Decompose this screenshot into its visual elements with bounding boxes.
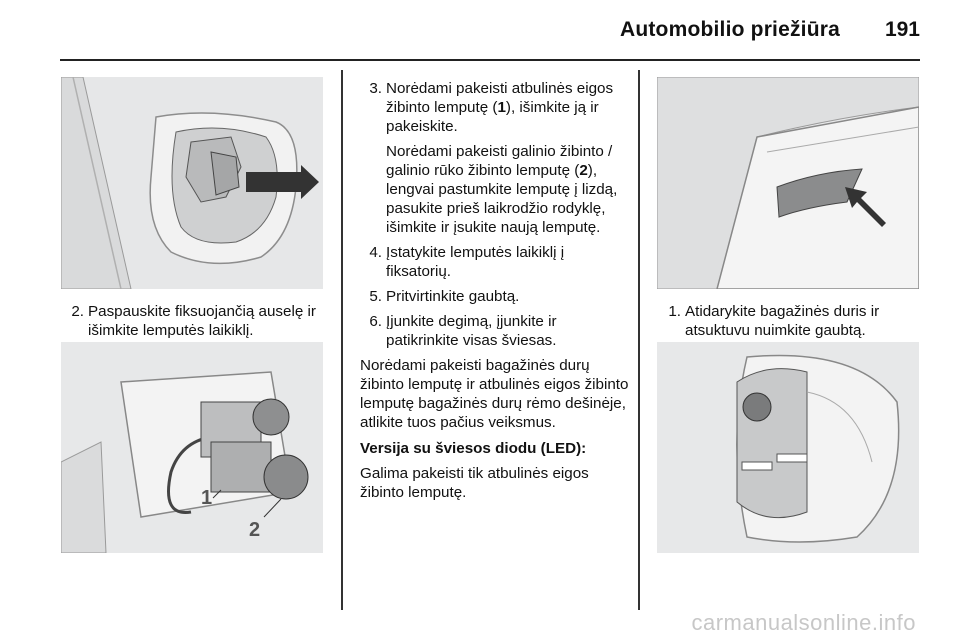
step-4-number: 4. [369,244,382,261]
figure-bulb-holder-drawing [61,342,323,553]
figure-bulb-holder [61,342,323,553]
callout-2-label: 2 [249,519,261,541]
figure-lamp-removed-drawing [657,342,919,553]
figure-lamp-housing [61,77,323,289]
step-3-number: 3. [369,80,382,97]
header-rule [60,59,920,61]
step-6 [360,312,632,350]
step-2-number: 2. [71,303,84,320]
figure-lamp-removed [657,342,919,553]
paragraph-led-note: Galima pakeisti tik atbulinės eigos žibinto lemputę. [360,465,589,501]
step-2 [62,302,324,340]
step-5-number: 5. [369,288,382,305]
step-4 [360,243,632,281]
led-version-heading: Versija su šviesos diodu (LED): [360,440,587,457]
figure-lamp-housing-drawing [61,77,323,289]
figure-tailgate-cover [657,77,919,289]
step-3-paragraph-2: Norėdami pakeisti galinio žibinto / galinio rūko žibinto lemputę (2), lengvai pastumkite lemputę į lizdą, pasukite prieš laikrodžio rodyklę, išimkite ir įsukite naują lemputę. [386,143,618,236]
step-3-paragraph-1: Norėdami pakeisti atbulinės eigos žibinto lemputę (1), išimkite ją ir pakeiskite. [386,80,614,135]
step-1 [659,302,921,340]
page-number: 191 [884,18,920,41]
step-5 [360,287,632,306]
step-5-text: Pritvirtinkite gaubtą. [386,288,520,305]
step-4-text: Įstatykite lemputės laikiklį į fiksatorių. [386,244,565,280]
step-3 [360,79,632,237]
step-6-number: 6. [369,313,382,330]
step-1-text: Atidarykite bagažinės duris ir atsuktuvu nuimkite gaubtą. [685,303,880,339]
callout-1-label: 1 [201,487,213,509]
paragraph-tailgate-lamps: Norėdami pakeisti bagažinės durų žibinto lemputę ir atbulinės eigos žibinto lemputę bagažinės durų rėmo dešinėje, atlikite tuos pačius veiksmus. [360,357,629,431]
step-6-text: Įjunkite degimą, įjunkite ir patikrinkite visas šviesas. [386,313,557,349]
figure-tailgate-cover-drawing [657,77,919,289]
column-divider-left [341,70,343,610]
step-2-text: Paspauskite fiksuojančią auselę ir išimkite lemputės laikiklį. [88,303,316,339]
page-header-title: Automobilio priežiūra [619,18,840,41]
column-divider-right [638,70,640,610]
watermark: carmanualsonline.info [691,610,916,635]
step-1-number: 1. [668,303,681,320]
